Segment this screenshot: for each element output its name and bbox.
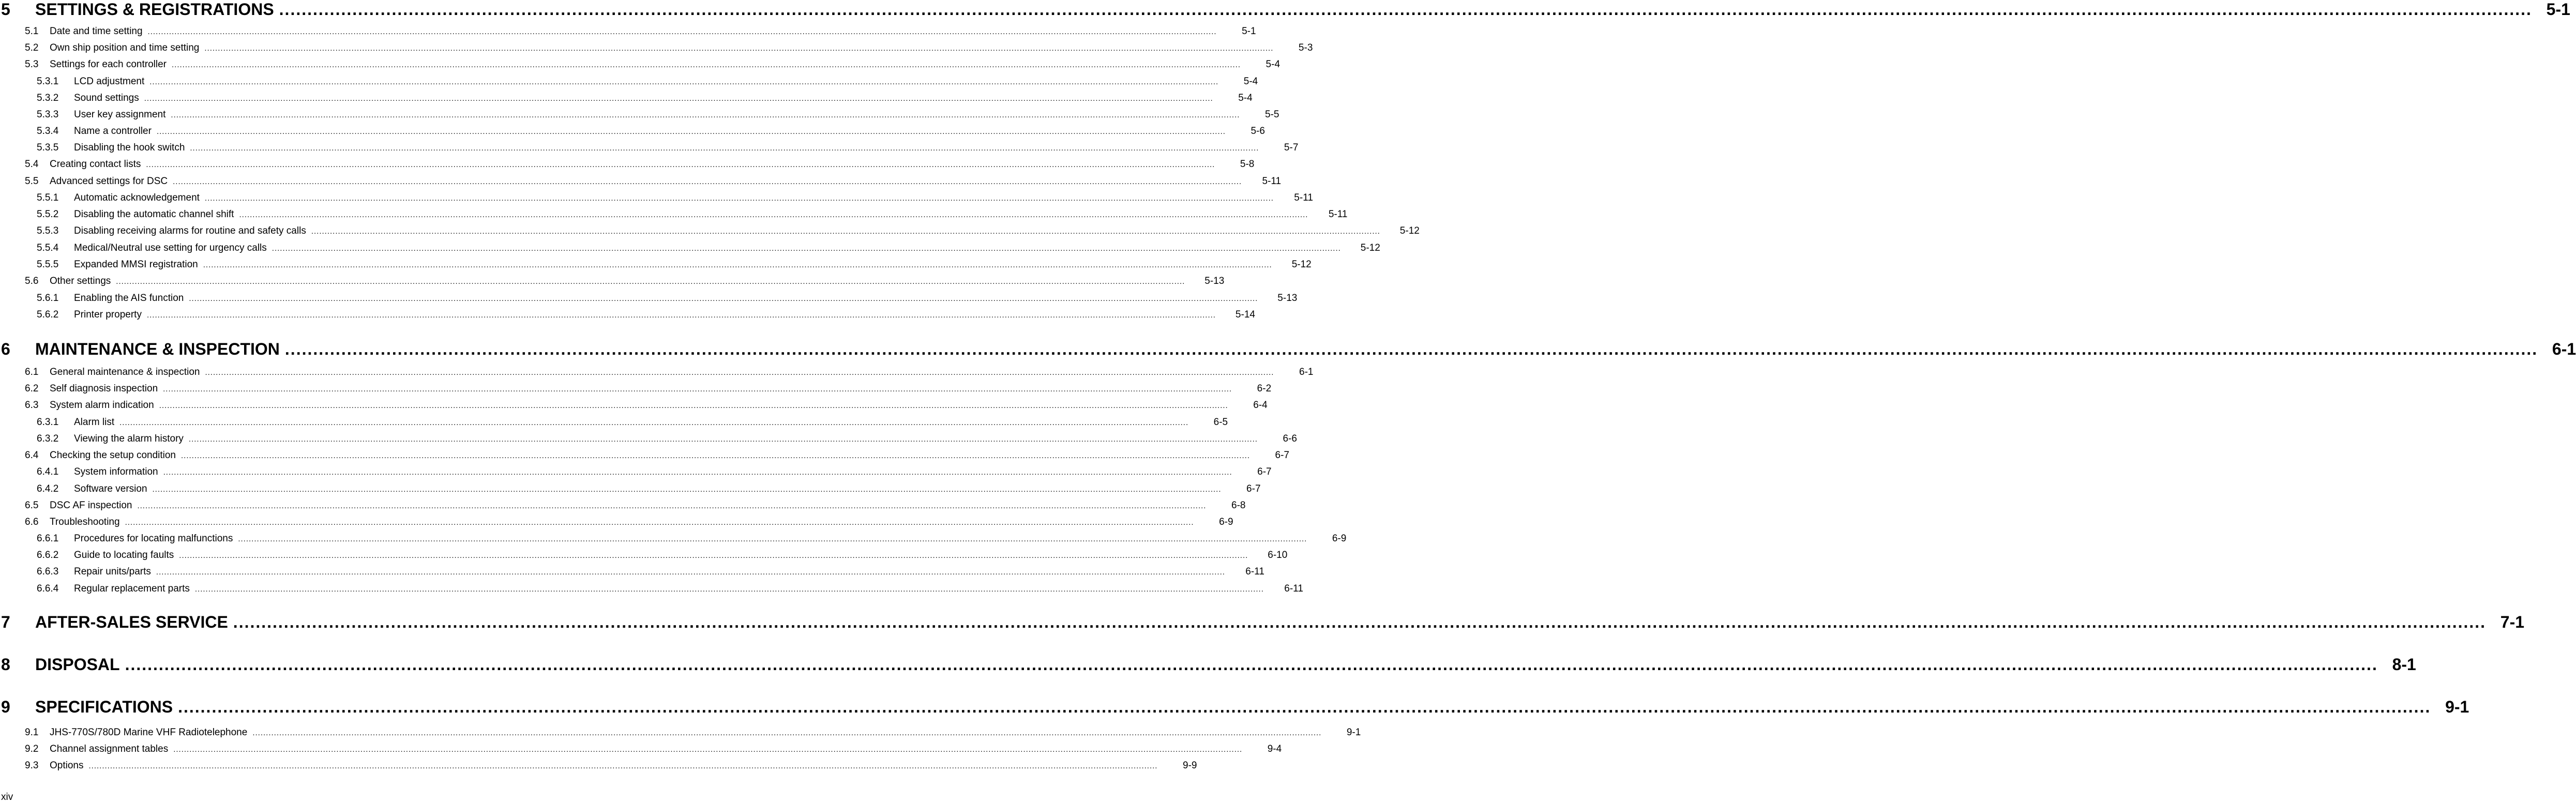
toc-entry-page: 5-14 xyxy=(1235,309,1255,320)
toc-section-entry[interactable] xyxy=(0,243,1380,256)
toc-entry-number: 5.2 xyxy=(25,42,39,53)
toc-section-entry[interactable] xyxy=(0,309,1255,323)
toc-entry-number: 5.5.2 xyxy=(37,209,59,220)
toc-entry-title: DISPOSAL xyxy=(35,655,120,674)
toc-entry-title: Guide to locating faults xyxy=(74,550,174,560)
toc-entry-number: 6.4.2 xyxy=(37,483,59,494)
toc-entry-page: 6-7 xyxy=(1257,466,1272,477)
toc-dot-leader: ................................................................................................................................................................................................................................................................................................................................................................................................................ xyxy=(179,551,1248,560)
toc-entry-page: 6-9 xyxy=(1219,517,1233,527)
toc-entry-title: Regular replacement parts xyxy=(74,583,190,594)
page-number-footer: xiv xyxy=(1,792,13,802)
toc-dot-leader: ................................................................................................................................................................................................................................................................................................................................................................................................................ xyxy=(172,60,1241,69)
toc-section-entry[interactable] xyxy=(0,727,1361,740)
toc-section-entry[interactable] xyxy=(0,209,1348,222)
toc-section-entry[interactable] xyxy=(0,42,1313,56)
toc-entry-page: 6-1 xyxy=(2552,340,2576,358)
toc-entry-page: 9-1 xyxy=(1346,727,1361,738)
toc-dot-leader: ................................................................................................................................................................................................................................................................................................................................................................................................................ xyxy=(284,340,2538,358)
toc-entry-title: Sound settings xyxy=(74,93,139,103)
toc-entry-title: Repair units/parts xyxy=(74,566,151,577)
toc-chapter-entry[interactable] xyxy=(0,0,2570,21)
toc-entry-page: 5-12 xyxy=(1399,225,1420,236)
toc-dot-leader: ................................................................................................................................................................................................................................................................................................................................................................................................................ xyxy=(189,294,1258,303)
toc-entry-page: 6-10 xyxy=(1268,550,1288,560)
toc-entry-page: 6-11 xyxy=(1284,583,1303,594)
toc-section-entry[interactable] xyxy=(0,76,1258,89)
toc-entry-title: Self diagnosis inspection xyxy=(50,383,158,394)
toc-dot-leader: ................................................................................................................................................................................................................................................................................................................................................................................................................ xyxy=(163,385,1232,393)
toc-dot-leader: ................................................................................................................................................................................................................................................................................................................................................................................................................ xyxy=(205,368,1274,377)
toc-entry-title: System alarm indication xyxy=(50,400,154,411)
toc-entry-page: 6-5 xyxy=(1213,417,1228,428)
toc-entry-title: Own ship position and time setting xyxy=(50,42,200,53)
toc-section-entry[interactable] xyxy=(0,400,1268,413)
toc-dot-leader: ................................................................................................................................................................................................................................................................................................................................................................................................................ xyxy=(252,729,1322,737)
toc-section-entry[interactable] xyxy=(0,225,1420,239)
toc-dot-leader: ................................................................................................................................................................................................................................................................................................................................................................................................................ xyxy=(204,194,1274,203)
toc-entry-number: 6.6.3 xyxy=(37,566,59,577)
toc-section-entry[interactable] xyxy=(0,192,1313,206)
toc-dot-leader: ................................................................................................................................................................................................................................................................................................................................................................................................................ xyxy=(194,585,1264,594)
toc-dot-leader: ................................................................................................................................................................................................................................................................................................................................................................................................................ xyxy=(272,244,1341,253)
toc-entry-number: 6.6.1 xyxy=(37,533,59,544)
toc-entry-title: Advanced settings for DSC xyxy=(50,176,168,187)
toc-section-entry[interactable] xyxy=(0,259,1312,272)
toc-entry-page: 6-9 xyxy=(1332,533,1347,544)
toc-dot-leader: ................................................................................................................................................................................................................................................................................................................................................................................................................ xyxy=(152,485,1222,494)
toc-dot-leader: ................................................................................................................................................................................................................................................................................................................................................................................................................ xyxy=(156,127,1226,136)
toc-entry-page: 5-4 xyxy=(1243,76,1258,87)
toc-entry-number: 6.4 xyxy=(25,450,39,461)
toc-section-entry[interactable] xyxy=(0,760,1197,774)
toc-section-entry[interactable] xyxy=(0,466,1272,480)
toc-entry-title: JHS-770S/780D Marine VHF Radiotelephone xyxy=(50,727,248,738)
toc-entry-page: 5-1 xyxy=(1242,26,1256,37)
toc-entry-number: 5.6 xyxy=(25,276,39,286)
toc-entry-page: 5-8 xyxy=(1240,159,1255,170)
toc-chapter-entry[interactable] xyxy=(0,340,2576,360)
toc-dot-leader: ................................................................................................................................................................................................................................................................................................................................................................................................................ xyxy=(156,568,1225,577)
toc-section-entry[interactable] xyxy=(0,59,1281,72)
toc-section-entry[interactable] xyxy=(0,450,1289,463)
toc-entry-page: 5-1 xyxy=(2546,0,2570,19)
toc-entry-number: 5.3 xyxy=(25,59,39,70)
toc-dot-leader: ................................................................................................................................................................................................................................................................................................................................................................................................................ xyxy=(238,535,1307,543)
toc-entry-number: 6.6.4 xyxy=(37,583,59,594)
toc-section-entry[interactable] xyxy=(0,483,1261,497)
toc-entry-number: 6.1 xyxy=(25,367,39,377)
toc-dot-leader: ................................................................................................................................................................................................................................................................................................................................................................................................................ xyxy=(159,401,1228,410)
toc-entry-number: 5.6.2 xyxy=(37,309,59,320)
toc-dot-leader: ................................................................................................................................................................................................................................................................................................................................................................................................................ xyxy=(173,177,1242,186)
toc-entry-number: 9 xyxy=(1,698,10,716)
toc-section-entry[interactable] xyxy=(0,517,1233,530)
toc-entry-title: Alarm list xyxy=(74,417,115,428)
toc-entry-number: 6.3 xyxy=(25,400,39,411)
toc-dot-leader: ................................................................................................................................................................................................................................................................................................................................................................................................................ xyxy=(188,435,1258,444)
toc-entry-title: Troubleshooting xyxy=(50,517,120,527)
toc-entry-title: MAINTENANCE & INSPECTION xyxy=(35,340,280,358)
toc-entry-number: 8 xyxy=(1,655,10,674)
toc-entry-title: SETTINGS & REGISTRATIONS xyxy=(35,0,274,19)
toc-entry-title: Channel assignment tables xyxy=(50,744,169,754)
toc-entry-number: 6.5 xyxy=(25,500,39,511)
toc-chapter-entry[interactable] xyxy=(0,655,2416,676)
toc-entry-title: Automatic acknowledgement xyxy=(74,192,200,203)
toc-dot-leader: ................................................................................................................................................................................................................................................................................................................................................................................................................ xyxy=(149,78,1219,86)
toc-entry-page: 5-7 xyxy=(1284,142,1299,153)
toc-entry-page: 6-7 xyxy=(1275,450,1289,461)
toc-dot-leader: ................................................................................................................................................................................................................................................................................................................................................................................................................ xyxy=(173,745,1243,754)
toc-dot-leader: ................................................................................................................................................................................................................................................................................................................................................................................................................ xyxy=(239,210,1308,219)
toc-entry-number: 6.3.2 xyxy=(37,433,59,444)
toc-entry-title: LCD adjustment xyxy=(74,76,145,87)
toc-entry-title: Software version xyxy=(74,483,147,494)
toc-entry-number: 5 xyxy=(1,0,10,19)
toc-entry-title: Other settings xyxy=(50,276,111,286)
toc-section-entry[interactable] xyxy=(0,433,1297,447)
toc-entry-number: 9.3 xyxy=(25,760,39,771)
toc-entry-page: 5-3 xyxy=(1298,42,1313,53)
toc-entry-page: 5-13 xyxy=(1204,276,1225,286)
toc-entry-number: 9.2 xyxy=(25,744,39,754)
toc-dot-leader: ................................................................................................................................................................................................................................................................................................................................................................................................................ xyxy=(147,27,1217,36)
toc-entry-number: 5.3.2 xyxy=(37,93,59,103)
toc-entry-title: Name a controller xyxy=(74,126,152,137)
toc-entry-title: Checking the setup condition xyxy=(50,450,176,461)
toc-entry-page: 7-1 xyxy=(2500,613,2525,631)
toc-entry-title: SPECIFICATIONS xyxy=(35,698,173,716)
toc-dot-leader: ................................................................................................................................................................................................................................................................................................................................................................................................................ xyxy=(137,502,1207,510)
toc-section-entry[interactable] xyxy=(0,367,1314,380)
toc-entry-number: 6.3.1 xyxy=(37,417,59,428)
toc-dot-leader: ................................................................................................................................................................................................................................................................................................................................................................................................................ xyxy=(311,227,1380,236)
toc-entry-page: 6-6 xyxy=(1283,433,1297,444)
toc-dot-leader: ................................................................................................................................................................................................................................................................................................................................................................................................................ xyxy=(146,311,1216,320)
toc-dot-leader: ................................................................................................................................................................................................................................................................................................................................................................................................................ xyxy=(171,111,1240,119)
toc-entry-page: 6-7 xyxy=(1246,483,1261,494)
toc-entry-number: 6.4.1 xyxy=(37,466,59,477)
toc-section-entry[interactable] xyxy=(0,26,1256,39)
toc-entry-title: Disabling the automatic channel shift xyxy=(74,209,234,220)
toc-section-entry[interactable] xyxy=(0,142,1299,156)
toc-chapter-entry[interactable] xyxy=(0,613,2525,633)
toc-entry-number: 6.2 xyxy=(25,383,39,394)
toc-entry-number: 5.5 xyxy=(25,176,39,187)
toc-entry-page: 6-2 xyxy=(1257,383,1272,394)
toc-entry-number: 6.6 xyxy=(25,517,39,527)
toc-entry-title: General maintenance & inspection xyxy=(50,367,200,377)
toc-dot-leader: ................................................................................................................................................................................................................................................................................................................................................................................................................ xyxy=(163,468,1232,477)
toc-entry-page: 6-1 xyxy=(1299,367,1314,377)
toc-section-entry[interactable] xyxy=(0,383,1272,397)
toc-entry-page: 5-4 xyxy=(1266,59,1281,70)
toc-entry-number: 5.5.3 xyxy=(37,225,59,236)
toc-entry-title: Date and time setting xyxy=(50,26,143,37)
toc-entry-page: 5-4 xyxy=(1238,93,1253,103)
toc-entry-title: Printer property xyxy=(74,309,142,320)
toc-section-entry[interactable] xyxy=(0,109,1279,123)
toc-entry-title: Settings for each controller xyxy=(50,59,167,70)
toc-dot-leader: ................................................................................................................................................................................................................................................................................................................................................................................................................ xyxy=(233,613,2487,631)
toc-dot-leader: ................................................................................................................................................................................................................................................................................................................................................................................................................ xyxy=(119,418,1189,427)
toc-dot-leader: ................................................................................................................................................................................................................................................................................................................................................................................................................ xyxy=(116,277,1185,286)
toc-entry-title: AFTER-SALES SERVICE xyxy=(35,613,228,631)
toc-entry-title: Options xyxy=(50,760,84,771)
toc-section-entry[interactable] xyxy=(0,500,1246,513)
toc-section-entry[interactable] xyxy=(0,276,1225,289)
toc-entry-number: 7 xyxy=(1,613,10,631)
toc-entry-page: 6-11 xyxy=(1245,566,1264,577)
toc-entry-number: 5.6.1 xyxy=(37,293,59,304)
toc-section-entry[interactable] xyxy=(0,744,1282,757)
toc-dot-leader: ................................................................................................................................................................................................................................................................................................................................................................................................................ xyxy=(181,451,1250,460)
toc-dot-leader: ................................................................................................................................................................................................................................................................................................................................................................................................................ xyxy=(279,0,2532,19)
toc-entry-number: 5.5.4 xyxy=(37,243,59,253)
toc-entry-page: 5-12 xyxy=(1360,243,1380,253)
toc-entry-number: 5.5.1 xyxy=(37,192,59,203)
toc-dot-leader: ................................................................................................................................................................................................................................................................................................................................................................................................................ xyxy=(88,762,1158,770)
toc-dot-leader: ................................................................................................................................................................................................................................................................................................................................................................................................................ xyxy=(178,698,2431,716)
toc-chapter-entry[interactable] xyxy=(0,698,2469,718)
toc-entry-title: Expanded MMSI registration xyxy=(74,259,198,270)
toc-entry-title: DSC AF inspection xyxy=(50,500,132,511)
toc-entry-page: 8-1 xyxy=(2392,655,2416,674)
toc-section-entry[interactable] xyxy=(0,550,1288,563)
toc-entry-title: User key assignment xyxy=(74,109,166,120)
toc-entry-number: 9.1 xyxy=(25,727,39,738)
toc-entry-title: Viewing the alarm history xyxy=(74,433,184,444)
toc-entry-title: Procedures for locating malfunctions xyxy=(74,533,233,544)
toc-entry-page: 6-8 xyxy=(1231,500,1246,511)
toc-entry-number: 6 xyxy=(1,340,10,358)
toc-entry-number: 5.3.5 xyxy=(37,142,59,153)
toc-dot-leader: ................................................................................................................................................................................................................................................................................................................................................................................................................ xyxy=(125,655,2378,674)
toc-entry-page: 5-11 xyxy=(1328,209,1348,220)
toc-section-entry[interactable] xyxy=(0,566,1264,580)
toc-section-entry[interactable] xyxy=(0,417,1228,430)
toc-entry-number: 5.4 xyxy=(25,159,39,170)
toc-dot-leader: ................................................................................................................................................................................................................................................................................................................................................................................................................ xyxy=(146,160,1215,169)
toc-entry-page: 9-1 xyxy=(2445,698,2469,716)
toc-dot-leader: ................................................................................................................................................................................................................................................................................................................................................................................................................ xyxy=(190,144,1259,153)
toc-section-entry[interactable] xyxy=(0,583,1303,597)
toc-entry-title: System information xyxy=(74,466,158,477)
toc-entry-title: Disabling the hook switch xyxy=(74,142,185,153)
toc-entry-number: 6.6.2 xyxy=(37,550,59,560)
toc-entry-page: 5-11 xyxy=(1294,192,1313,203)
toc-dot-leader: ................................................................................................................................................................................................................................................................................................................................................................................................................ xyxy=(125,518,1194,527)
toc-entry-page: 5-12 xyxy=(1291,259,1312,270)
toc-entry-page: 5-5 xyxy=(1264,109,1279,120)
toc-entry-title: Medical/Neutral use setting for urgency calls xyxy=(74,243,267,253)
toc-entry-number: 5.3.1 xyxy=(37,76,59,87)
toc-section-entry[interactable] xyxy=(0,93,1253,106)
toc-entry-page: 5-11 xyxy=(1262,176,1282,187)
toc-section-entry[interactable] xyxy=(0,176,1282,189)
toc-section-entry[interactable] xyxy=(0,293,1298,306)
toc-entry-title: Enabling the AIS function xyxy=(74,293,184,304)
toc-entry-page: 6-4 xyxy=(1253,400,1268,411)
toc-section-entry[interactable] xyxy=(0,533,1347,547)
toc-entry-page: 9-9 xyxy=(1183,760,1197,771)
toc-entry-page: 5-13 xyxy=(1277,293,1298,304)
toc-dot-leader: ................................................................................................................................................................................................................................................................................................................................................................................................................ xyxy=(144,94,1213,103)
toc-entry-page: 5-6 xyxy=(1251,126,1265,137)
toc-entry-number: 5.5.5 xyxy=(37,259,59,270)
toc-dot-leader: ................................................................................................................................................................................................................................................................................................................................................................................................................ xyxy=(203,261,1272,269)
toc-entry-number: 5.3.3 xyxy=(37,109,59,120)
toc-dot-leader: ................................................................................................................................................................................................................................................................................................................................................................................................................ xyxy=(204,44,1274,53)
toc-entry-title: Creating contact lists xyxy=(50,159,141,170)
toc-entry-title: Disabling receiving alarms for routine and safety calls xyxy=(74,225,306,236)
toc-section-entry[interactable] xyxy=(0,159,1255,172)
toc-section-entry[interactable] xyxy=(0,126,1265,139)
toc-entry-page: 9-4 xyxy=(1267,744,1282,754)
toc-entry-number: 5.3.4 xyxy=(37,126,59,137)
toc-entry-number: 5.1 xyxy=(25,26,39,37)
